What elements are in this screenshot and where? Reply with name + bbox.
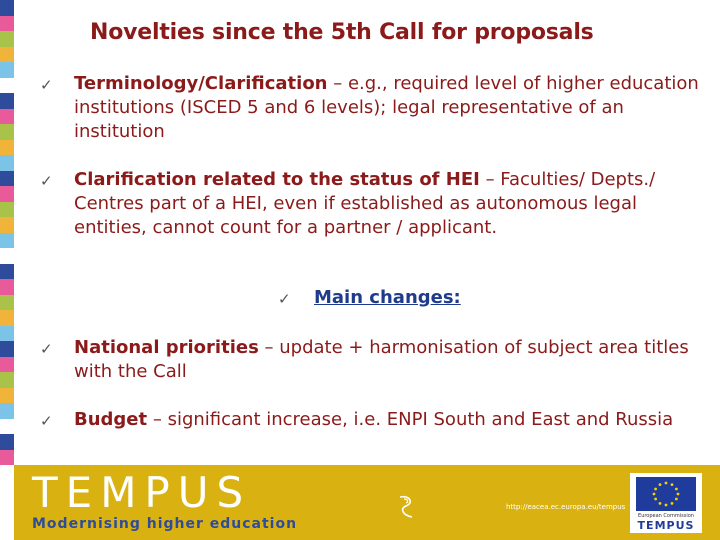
- eu-label: European Commission: [638, 513, 694, 519]
- bullet-national-priorities: [40, 336, 710, 384]
- tagline: Modernising higher education: [32, 516, 298, 532]
- eu-tempus-label: TEMPUS: [637, 519, 695, 532]
- main-changes-label: Main changes:: [314, 287, 461, 308]
- bullet-text: Terminology/Clarification – e.g., required level of higher education institutions (ISCED 5 and 6 levels); legal representative of an institution: [74, 73, 699, 142]
- eu-flag-icon: [636, 477, 696, 511]
- main-changes-heading: [278, 286, 461, 311]
- bullet-budget: [40, 408, 710, 433]
- decorative-color-stripe: [0, 0, 14, 465]
- check-icon: ✓: [40, 172, 53, 190]
- check-icon: ✓: [40, 412, 53, 430]
- check-icon: ✓: [40, 76, 53, 94]
- bullet-text: Clarification related to the status of HEI – Faculties/ Depts./ Centres part of a HEI, even if established as autonomous legal entities, cannot count for a partner / applicant.: [74, 169, 656, 238]
- slide-title: Novelties since the 5th Call for proposals: [90, 20, 594, 45]
- bullet-terminology: [40, 72, 710, 144]
- check-icon: ✓: [40, 340, 53, 358]
- eu-logo-box: [630, 473, 702, 533]
- swirl-icon: [394, 493, 420, 521]
- bullet-text: National priorities – update + harmonisation of subject area titles with the Call: [74, 337, 689, 382]
- check-icon: ✓: [278, 290, 291, 308]
- footer-url-link[interactable]: http://eacea.ec.europa.eu/tempus: [506, 503, 626, 511]
- bullet-text: Budget – significant increase, i.e. ENPI South and East and Russia: [74, 409, 674, 430]
- footer-banner: [14, 465, 720, 540]
- bullet-hei-status: [40, 168, 710, 240]
- tempus-logo: TEMPUS: [32, 468, 252, 517]
